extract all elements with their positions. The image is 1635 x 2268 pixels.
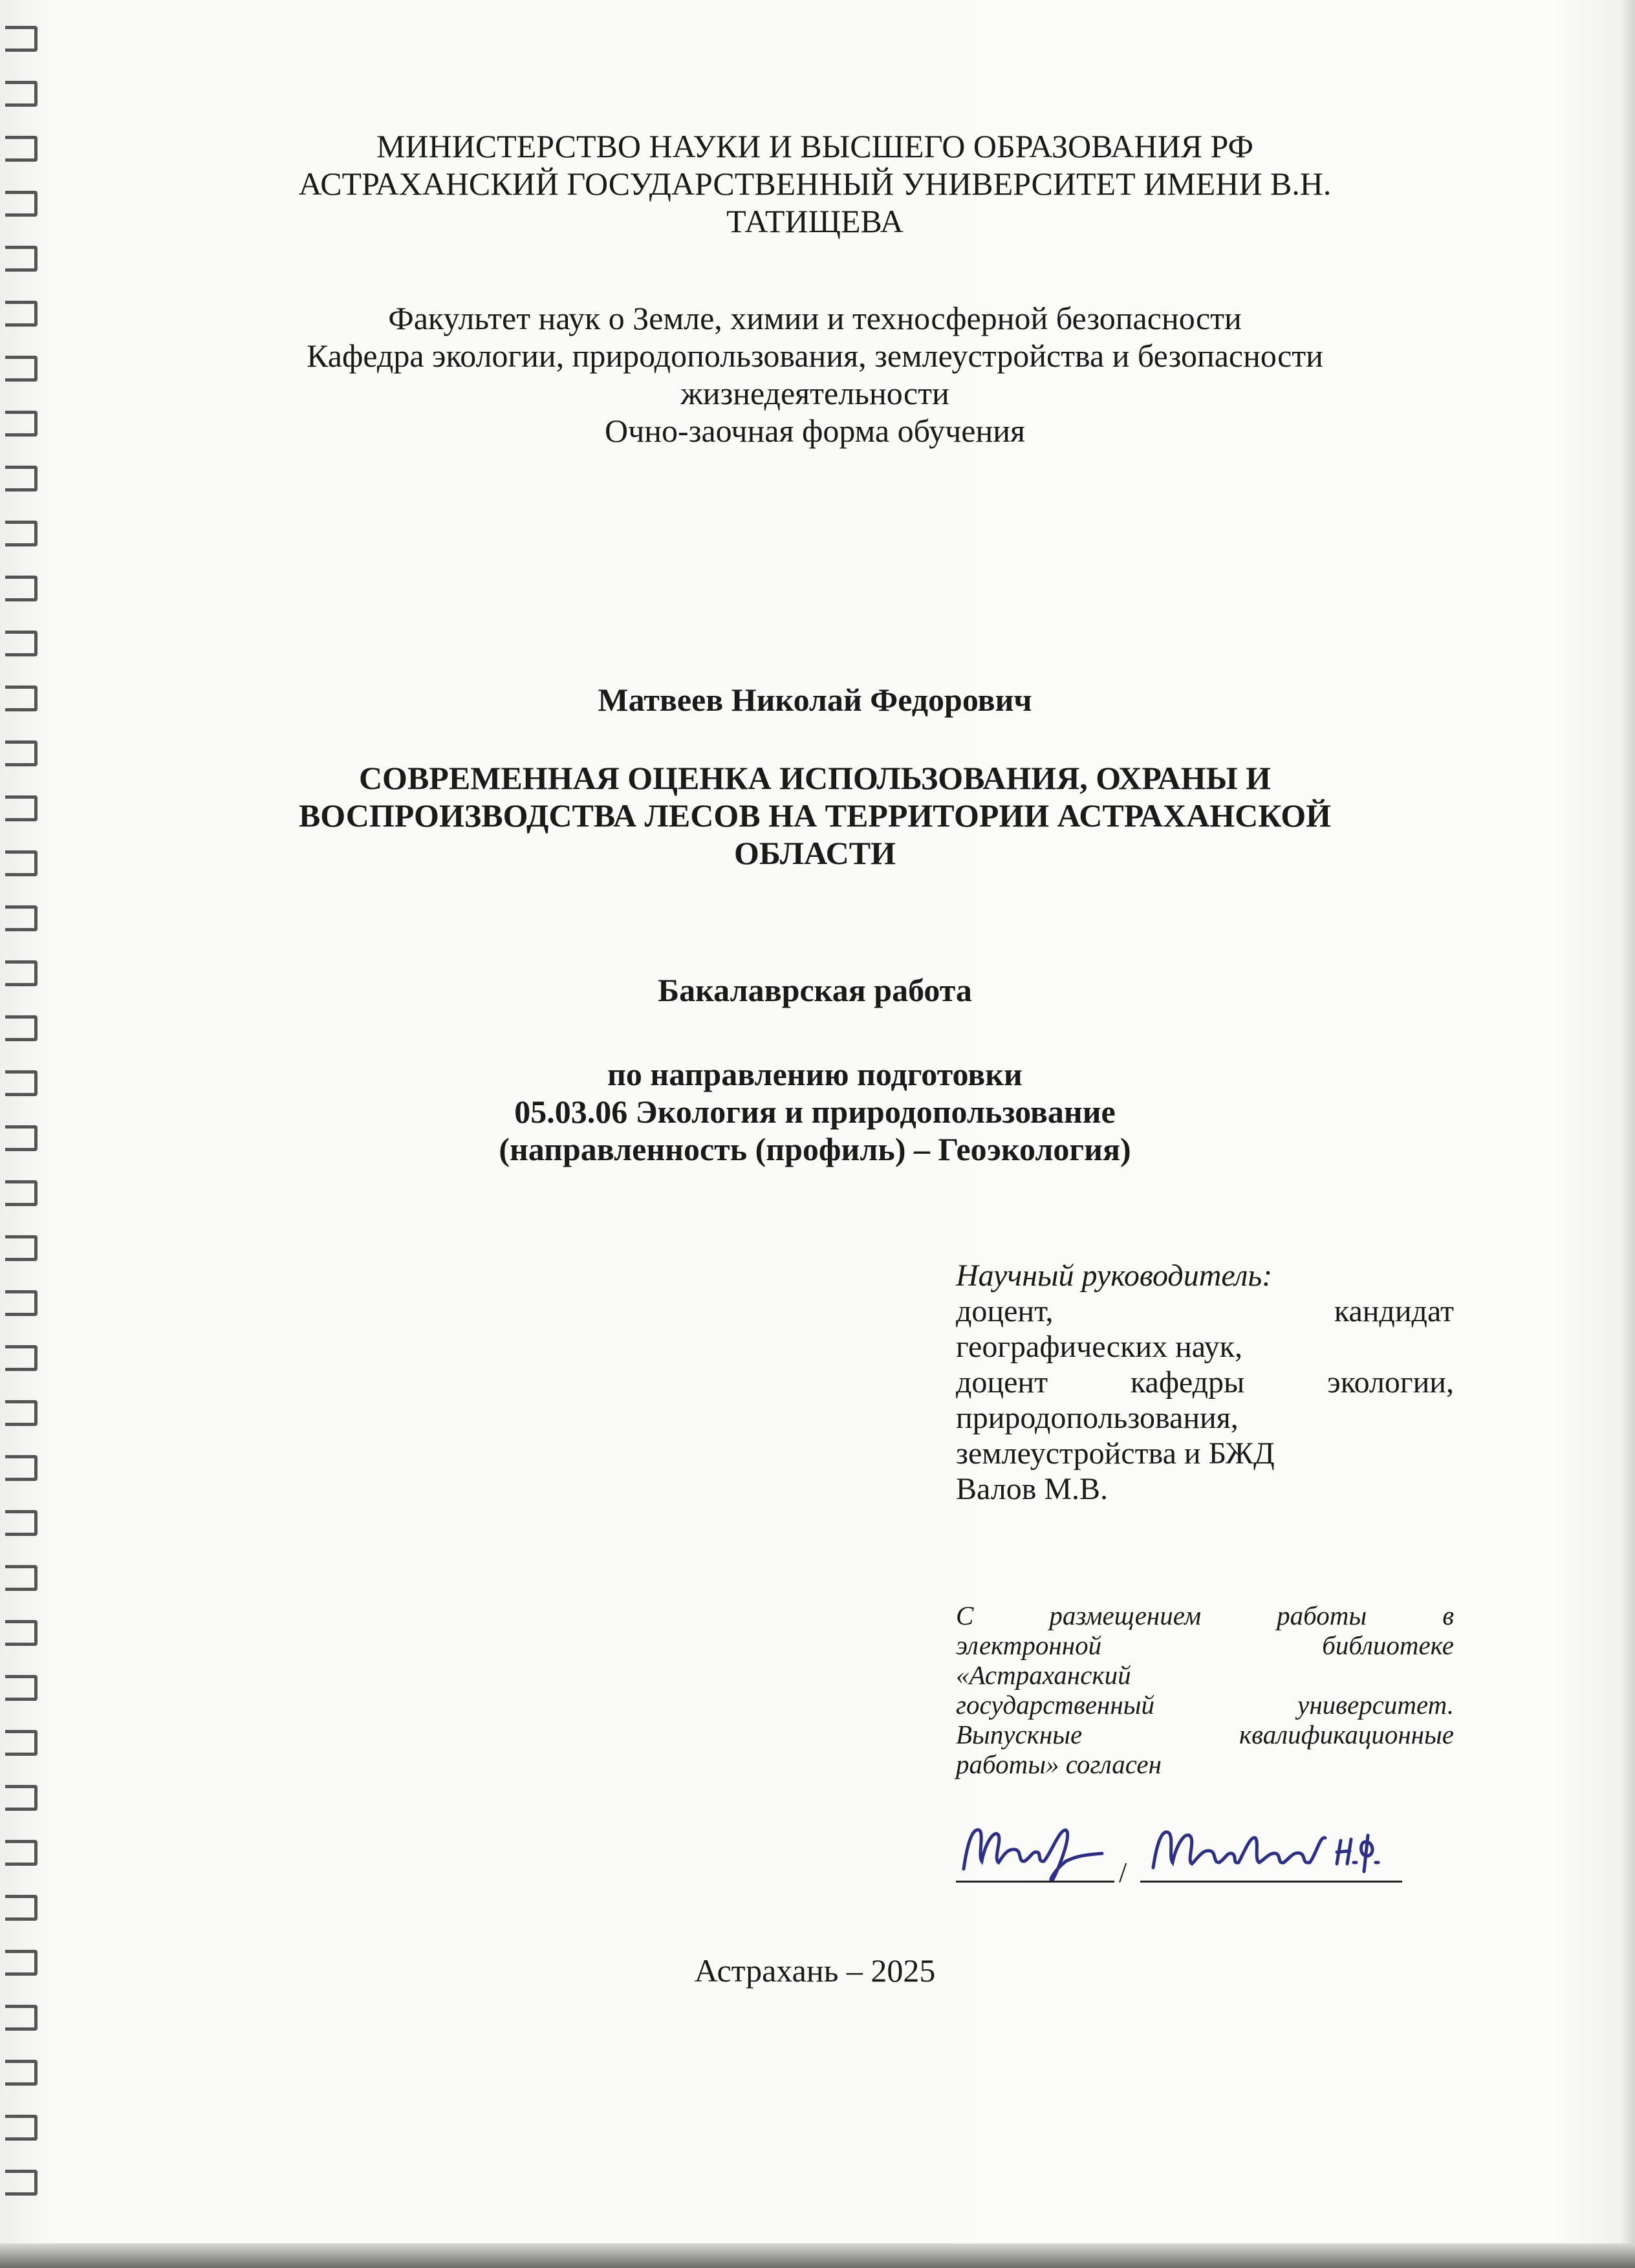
binding-hole <box>5 795 38 821</box>
consent-line-4: государственный университет. <box>956 1690 1454 1720</box>
direction-line-1: по направлению подготовки <box>607 1056 1023 1092</box>
department-line-2: жизнедеятельности <box>680 375 949 411</box>
binding-hole <box>5 466 38 491</box>
binding-hole <box>5 301 38 327</box>
supervisor-line-3: доцент кафедры экологии, <box>956 1365 1454 1399</box>
header-line-3: ТАТИЩЕВА <box>726 203 904 239</box>
header-line-2: АСТРАХАНСКИЙ ГОСУДАРСТВЕННЫЙ УНИВЕРСИТЕТ ИМЕНИ В.Н. <box>298 166 1332 202</box>
binding-hole <box>5 2005 38 2031</box>
binding-hole <box>5 26 38 52</box>
signature-separator: / <box>1119 1857 1127 1888</box>
binding-hole <box>5 2170 38 2196</box>
binding-hole <box>5 521 38 546</box>
binding-hole <box>5 1510 38 1536</box>
binding-hole <box>5 246 38 272</box>
supervisor-name: Валов М.В. <box>956 1472 1109 1506</box>
ministry-header <box>194 127 1436 240</box>
spiral-binding <box>0 0 45 2268</box>
thesis-title <box>194 759 1436 872</box>
binding-hole <box>5 411 38 437</box>
author-name: Матвеев Николай Федорович <box>598 682 1032 718</box>
binding-hole <box>5 2060 38 2086</box>
binding-hole <box>5 1070 38 1096</box>
page-edge-shadow <box>1621 0 1635 2268</box>
title-line-3: ОБЛАСТИ <box>734 835 896 871</box>
supervisor-line-1: доцент, кандидат <box>956 1294 1454 1328</box>
consent-line-3: «Астраханский <box>956 1660 1131 1690</box>
handwritten-name <box>1140 1816 1412 1884</box>
binding-hole <box>5 1015 38 1041</box>
binding-hole <box>5 191 38 217</box>
binding-hole <box>5 1730 38 1756</box>
direction-line-3: (направленность (профиль) – Геоэкология) <box>499 1131 1131 1167</box>
title-line-2: ВОСПРОИЗВОДСТВА ЛЕСОВ НА ТЕРРИТОРИИ АСТРАХАНСКОЙ <box>298 797 1332 834</box>
binding-hole <box>5 1620 38 1646</box>
faculty-block <box>194 299 1436 449</box>
supervisor-line-5: землеустройства и БЖД <box>956 1436 1275 1471</box>
binding-hole <box>5 686 38 711</box>
department-line-1: Кафедра экологии, природопользования, землеустройства и безопасности <box>307 338 1323 374</box>
direction-line-2: 05.03.06 Экология и природопользование <box>514 1094 1116 1130</box>
binding-hole <box>5 960 38 986</box>
binding-hole <box>5 1840 38 1866</box>
binding-hole <box>5 576 38 601</box>
binding-hole <box>5 631 38 656</box>
binding-hole <box>5 1675 38 1701</box>
name-line <box>1140 1881 1402 1883</box>
binding-hole <box>5 1895 38 1921</box>
supervisor-heading: Научный руководитель: <box>956 1258 1273 1293</box>
binding-hole <box>5 1125 38 1151</box>
binding-hole <box>5 1400 38 1426</box>
supervisor-block <box>956 1258 1454 1507</box>
supervisor-line-2: географических наук, <box>956 1330 1242 1364</box>
binding-hole <box>5 740 38 766</box>
binding-hole <box>5 905 38 931</box>
binding-hole <box>5 1180 38 1206</box>
binding-hole <box>5 1345 38 1371</box>
work-type: Бакалаврская работа <box>658 972 972 1008</box>
consent-line-2: электронной библиотеке <box>956 1630 1454 1660</box>
city-year: Астрахань – 2025 <box>694 1952 936 1989</box>
binding-hole <box>5 81 38 107</box>
faculty-line: Факультет наук о Земле, химии и техносферной безопасности <box>388 300 1242 336</box>
binding-hole <box>5 1785 38 1811</box>
binding-hole <box>5 136 38 162</box>
signature-line <box>956 1881 1114 1883</box>
binding-hole <box>5 2115 38 2141</box>
signature-area <box>956 1816 1454 1887</box>
title-line-1: СОВРЕМЕННАЯ ОЦЕНКА ИСПОЛЬЗОВАНИЯ, ОХРАНЫ И <box>358 760 1272 796</box>
consent-line-5: Выпускные квалификационные <box>956 1720 1454 1749</box>
supervisor-line-4: природопользования, <box>956 1401 1239 1435</box>
binding-hole <box>5 1455 38 1481</box>
binding-hole <box>5 1950 38 1976</box>
consent-block <box>956 1601 1454 1779</box>
binding-hole <box>5 1565 38 1591</box>
direction-block <box>194 1055 1436 1168</box>
binding-hole <box>5 356 38 382</box>
consent-line-1: С размещением работы в <box>956 1601 1454 1630</box>
header-line-1: МИНИСТЕРСТВО НАУКИ И ВЫСШЕГО ОБРАЗОВАНИЯ РФ <box>376 128 1253 164</box>
scan-bottom-edge <box>0 2243 1635 2268</box>
signature-mark <box>956 1816 1114 1884</box>
study-form-line: Очно-заочная форма обучения <box>605 413 1025 449</box>
binding-hole <box>5 1290 38 1316</box>
binding-hole <box>5 1235 38 1261</box>
consent-line-6: работы» согласен <box>956 1749 1162 1779</box>
binding-hole <box>5 850 38 876</box>
